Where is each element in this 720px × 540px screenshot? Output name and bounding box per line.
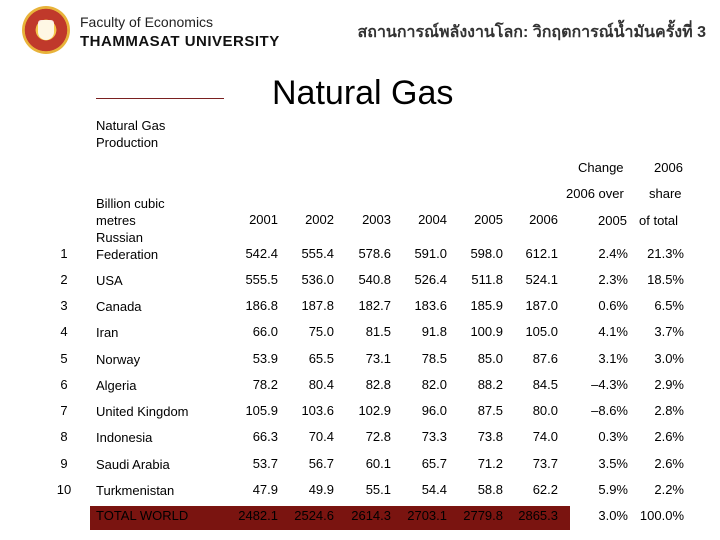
share-cell: 2.9% bbox=[654, 377, 684, 392]
total-share-cell: 100.0% bbox=[639, 508, 684, 523]
rank-cell: 6 bbox=[60, 377, 68, 392]
country-cell: Russian Federation bbox=[96, 230, 159, 262]
value-cell: 73.7 bbox=[532, 456, 558, 471]
university-seal-icon bbox=[22, 6, 70, 54]
faculty-name: Faculty of Economics bbox=[80, 14, 214, 30]
table-subtitle: Natural Gas Production bbox=[96, 118, 166, 150]
change-cell: 0.3% bbox=[598, 429, 628, 444]
thai-heading: สถานการณ์พลังงานโลก: วิกฤตการณ์น้ำมันครั้งที่ 3 bbox=[357, 24, 706, 41]
value-cell: 82.8 bbox=[365, 377, 391, 392]
share-cell: 2.8% bbox=[654, 403, 684, 418]
country-cell: United Kingdom bbox=[96, 404, 189, 419]
value-cell: 49.9 bbox=[308, 482, 334, 497]
total-value-cell: 2703.1 bbox=[407, 508, 447, 523]
change-cell: 2.4% bbox=[598, 246, 628, 261]
change-cell: 2.3% bbox=[598, 272, 628, 287]
rank-cell: 2 bbox=[60, 272, 68, 287]
value-cell: 85.0 bbox=[477, 351, 503, 366]
total-value-cell: 2524.6 bbox=[294, 508, 334, 523]
value-cell: 555.5 bbox=[245, 272, 278, 287]
value-cell: 78.5 bbox=[421, 351, 447, 366]
share-header-line3: of total bbox=[639, 213, 679, 228]
year-header: 2001 bbox=[249, 212, 278, 227]
value-cell: 80.0 bbox=[532, 403, 558, 418]
value-cell: 80.4 bbox=[308, 377, 334, 392]
total-label: TOTAL WORLD bbox=[96, 508, 189, 523]
value-cell: 56.7 bbox=[308, 456, 334, 471]
value-cell: 105.0 bbox=[525, 324, 558, 339]
value-cell: 612.1 bbox=[525, 246, 558, 261]
country-cell: Iran bbox=[96, 325, 119, 340]
share-header-line1: 2006 bbox=[654, 160, 683, 175]
total-value-cell: 2482.1 bbox=[238, 508, 278, 523]
university-name: THAMMASAT UNIVERSITY bbox=[80, 33, 280, 50]
rank-cell: 9 bbox=[60, 456, 68, 471]
value-cell: 100.9 bbox=[470, 324, 503, 339]
change-cell: 5.9% bbox=[598, 482, 628, 497]
country-cell: USA bbox=[96, 273, 123, 288]
value-cell: 54.4 bbox=[421, 482, 447, 497]
value-cell: 66.3 bbox=[252, 429, 278, 444]
rank-cell: 3 bbox=[60, 298, 68, 313]
value-cell: 536.0 bbox=[301, 272, 334, 287]
year-header: 2002 bbox=[305, 212, 334, 227]
value-cell: 73.1 bbox=[365, 351, 391, 366]
year-header: 2006 bbox=[529, 212, 558, 227]
value-cell: 511.8 bbox=[471, 272, 503, 287]
value-cell: 74.0 bbox=[532, 429, 558, 444]
rank-cell: 10 bbox=[56, 482, 72, 497]
rank-cell: 1 bbox=[60, 246, 68, 261]
rank-cell: 4 bbox=[60, 324, 68, 339]
share-cell: 21.3% bbox=[647, 246, 684, 261]
value-cell: 62.2 bbox=[532, 482, 558, 497]
value-cell: 591.0 bbox=[414, 246, 447, 261]
value-cell: 60.1 bbox=[365, 456, 391, 471]
rank-cell: 5 bbox=[60, 351, 68, 366]
value-cell: 187.8 bbox=[301, 298, 334, 313]
share-cell: 2.6% bbox=[654, 429, 684, 444]
value-cell: 105.9 bbox=[245, 403, 278, 418]
value-cell: 186.8 bbox=[245, 298, 278, 313]
value-cell: 81.5 bbox=[365, 324, 391, 339]
value-cell: 87.6 bbox=[532, 351, 558, 366]
value-cell: 88.2 bbox=[477, 377, 503, 392]
share-header-line2: share bbox=[649, 186, 682, 201]
change-header-line2: 2006 over bbox=[566, 186, 624, 201]
rank-cell: 8 bbox=[60, 429, 68, 444]
value-cell: 58.8 bbox=[477, 482, 503, 497]
share-cell: 2.2% bbox=[654, 482, 684, 497]
value-cell: 542.4 bbox=[245, 246, 278, 261]
share-cell: 3.7% bbox=[654, 324, 684, 339]
value-cell: 91.8 bbox=[421, 324, 447, 339]
total-value-cell: 2865.3 bbox=[518, 508, 558, 523]
value-cell: 182.7 bbox=[358, 298, 391, 313]
value-cell: 524.1 bbox=[525, 272, 558, 287]
value-cell: 598.0 bbox=[470, 246, 503, 261]
title-rule bbox=[96, 98, 224, 99]
share-cell: 2.6% bbox=[654, 456, 684, 471]
total-change-cell: 3.0% bbox=[598, 508, 628, 523]
value-cell: 82.0 bbox=[421, 377, 447, 392]
slide-title: Natural Gas bbox=[272, 74, 454, 112]
value-cell: 78.2 bbox=[252, 377, 278, 392]
value-cell: 65.5 bbox=[308, 351, 334, 366]
value-cell: 70.4 bbox=[308, 429, 334, 444]
value-cell: 187.0 bbox=[525, 298, 558, 313]
value-cell: 183.6 bbox=[414, 298, 447, 313]
value-cell: 65.7 bbox=[421, 456, 447, 471]
value-cell: 526.4 bbox=[414, 272, 447, 287]
value-cell: 75.0 bbox=[308, 324, 334, 339]
value-cell: 66.0 bbox=[252, 324, 278, 339]
change-cell: 3.1% bbox=[598, 351, 628, 366]
slide-header bbox=[0, 0, 720, 62]
year-header: 2005 bbox=[474, 212, 503, 227]
change-header-line3: 2005 bbox=[598, 213, 627, 228]
value-cell: 540.8 bbox=[358, 272, 391, 287]
value-cell: 96.0 bbox=[421, 403, 447, 418]
year-header: 2004 bbox=[418, 212, 447, 227]
value-cell: 71.2 bbox=[477, 456, 503, 471]
change-cell: 0.6% bbox=[598, 298, 628, 313]
country-cell: Norway bbox=[96, 352, 141, 367]
unit-header: Billion cubic metres bbox=[96, 196, 165, 228]
country-cell: Indonesia bbox=[96, 430, 153, 445]
value-cell: 185.9 bbox=[470, 298, 503, 313]
share-cell: 3.0% bbox=[654, 351, 684, 366]
value-cell: 53.9 bbox=[252, 351, 278, 366]
change-cell: –8.6% bbox=[591, 403, 628, 418]
value-cell: 102.9 bbox=[358, 403, 391, 418]
value-cell: 55.1 bbox=[365, 482, 391, 497]
total-value-cell: 2779.8 bbox=[463, 508, 503, 523]
change-cell: –4.3% bbox=[591, 377, 628, 392]
value-cell: 555.4 bbox=[301, 246, 334, 261]
share-cell: 6.5% bbox=[654, 298, 684, 313]
rank-cell: 7 bbox=[60, 403, 68, 418]
value-cell: 53.7 bbox=[252, 456, 278, 471]
total-value-cell: 2614.3 bbox=[351, 508, 391, 523]
country-cell: Algeria bbox=[96, 378, 137, 393]
country-cell: Canada bbox=[96, 299, 142, 314]
year-header: 2003 bbox=[362, 212, 391, 227]
value-cell: 103.6 bbox=[301, 403, 334, 418]
value-cell: 73.3 bbox=[421, 429, 447, 444]
country-cell: Turkmenistan bbox=[96, 483, 175, 498]
value-cell: 84.5 bbox=[532, 377, 558, 392]
change-cell: 4.1% bbox=[598, 324, 628, 339]
value-cell: 578.6 bbox=[358, 246, 391, 261]
share-cell: 18.5% bbox=[647, 272, 684, 287]
value-cell: 72.8 bbox=[365, 429, 391, 444]
change-cell: 3.5% bbox=[598, 456, 628, 471]
value-cell: 47.9 bbox=[252, 482, 278, 497]
country-cell: Saudi Arabia bbox=[96, 457, 170, 472]
value-cell: 87.5 bbox=[477, 403, 503, 418]
value-cell: 73.8 bbox=[477, 429, 503, 444]
change-header-line1: Change bbox=[578, 160, 624, 175]
